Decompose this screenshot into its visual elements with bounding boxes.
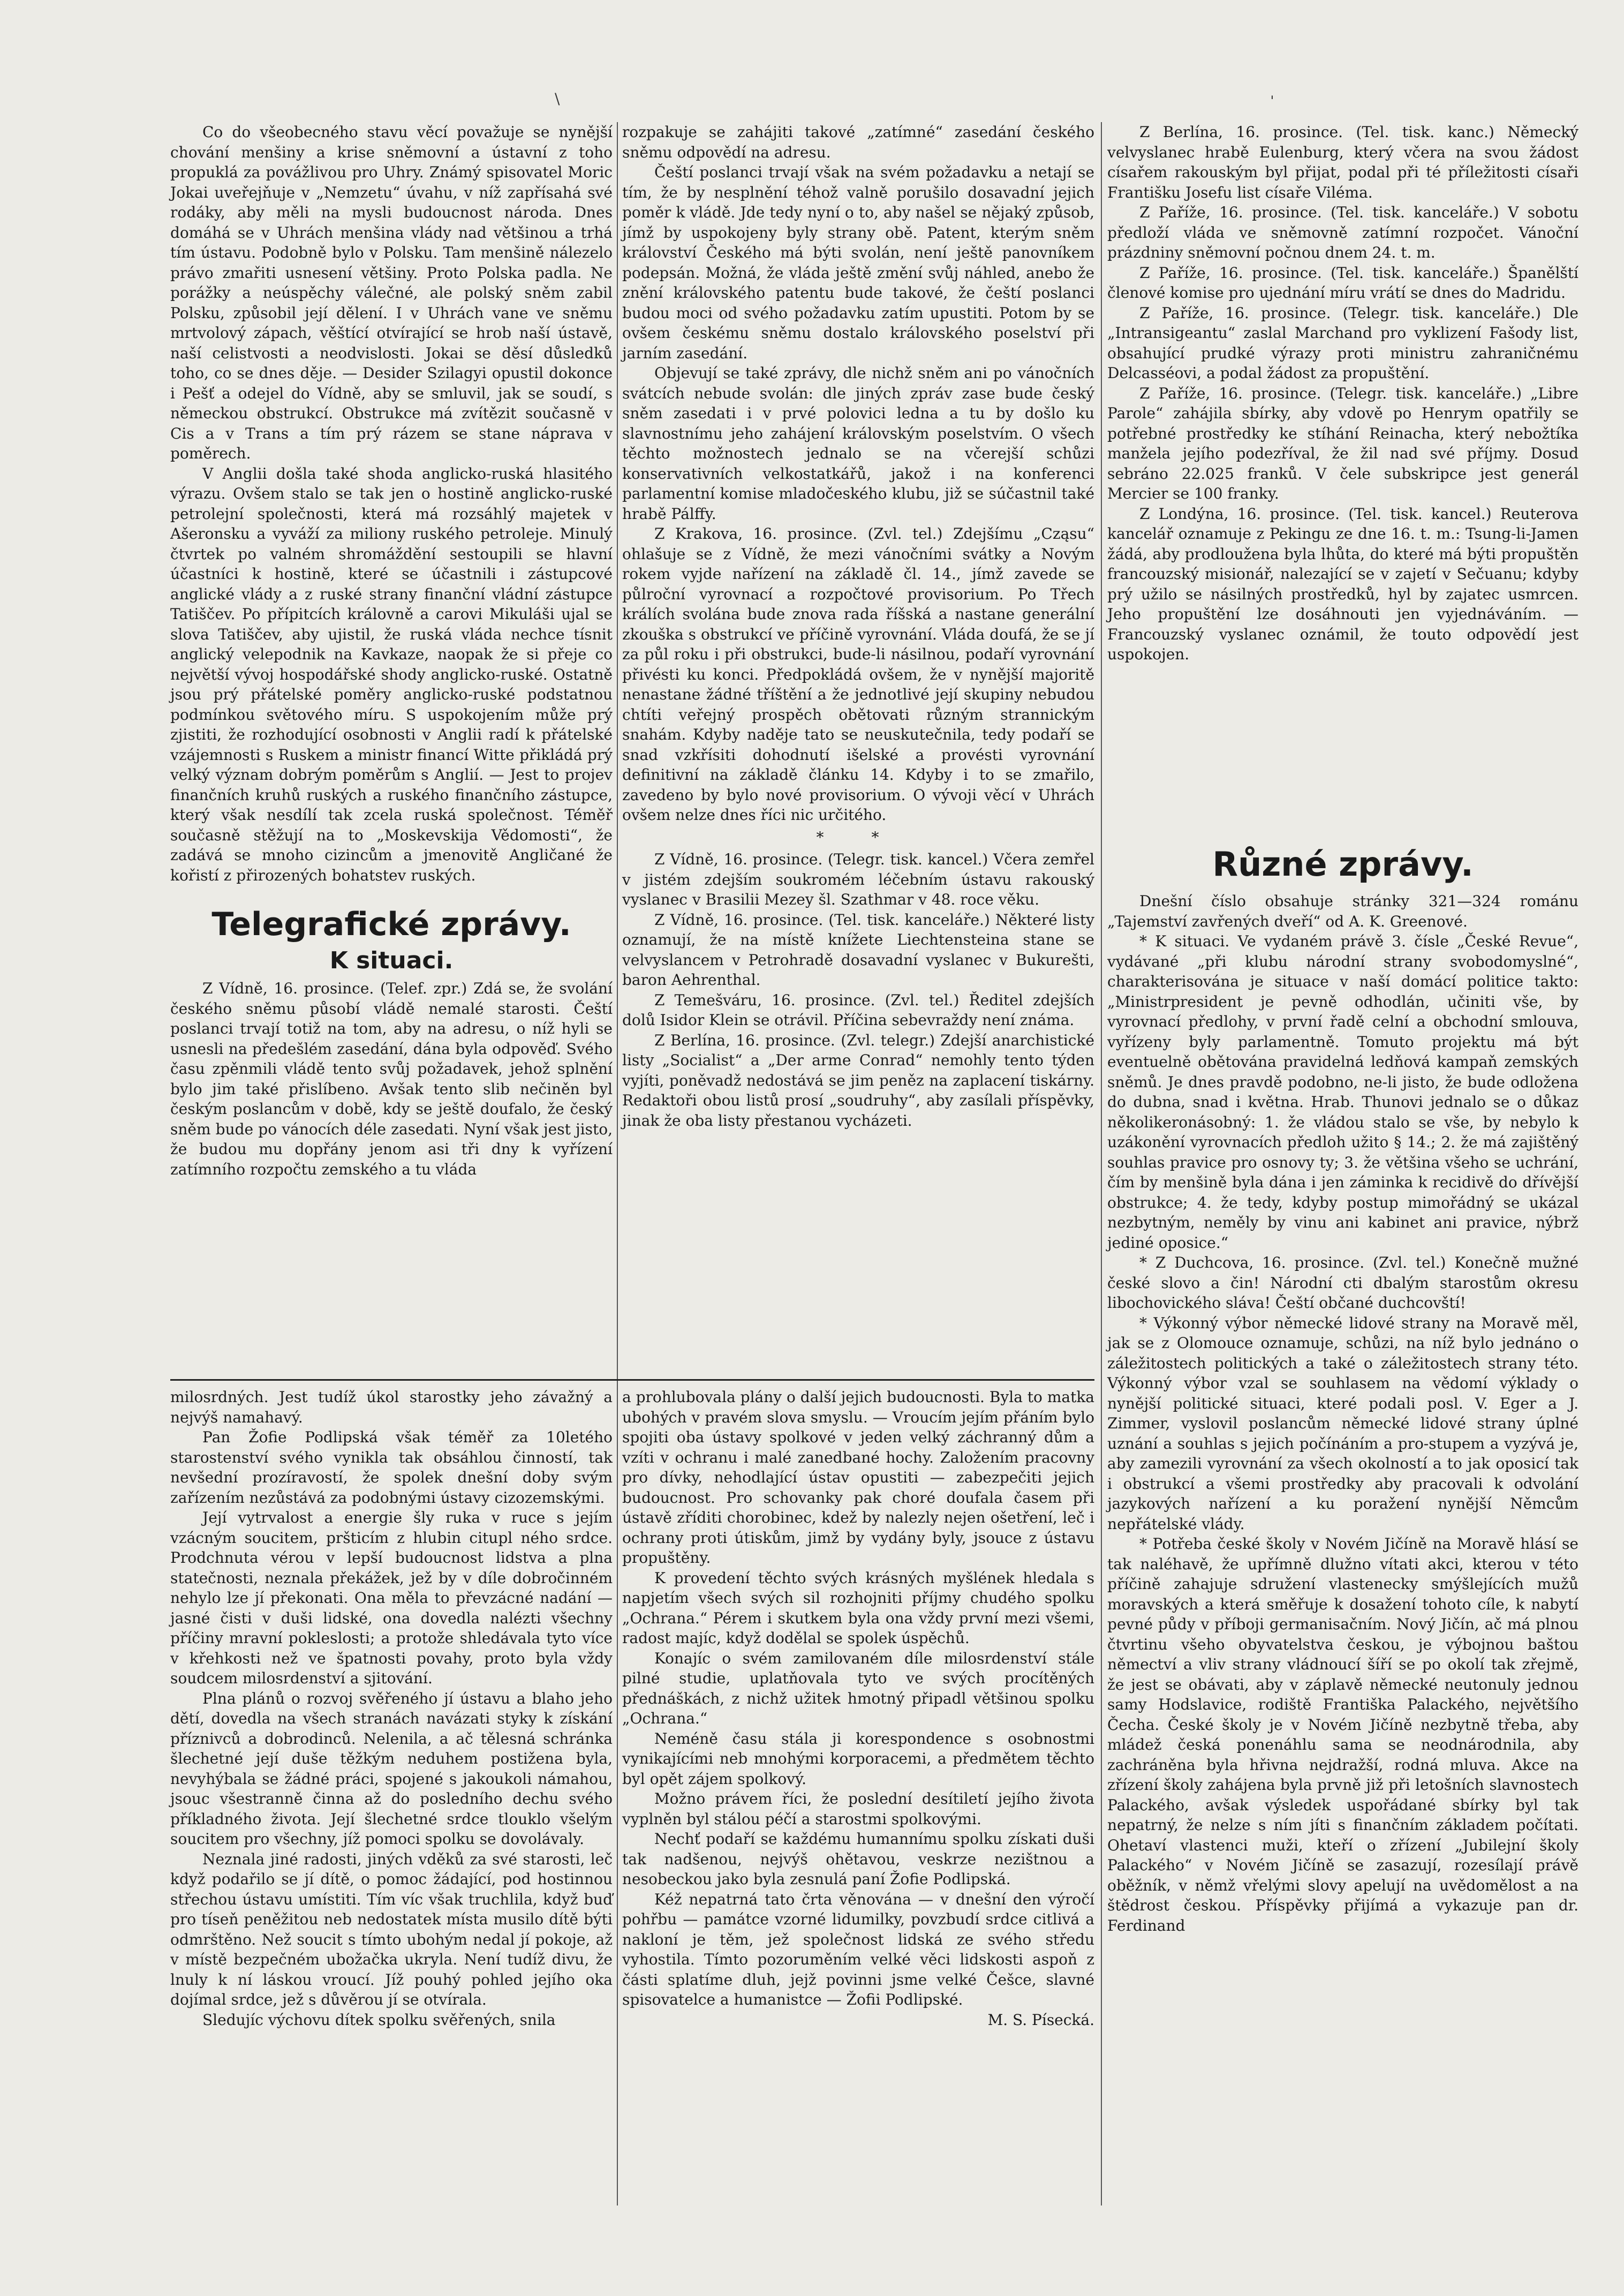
column-3-miscellaneous <box>1107 829 1578 2204</box>
column-rule-right <box>1101 122 1102 2205</box>
telegram-paragraph: Z Vídně, 16. prosince. (Telef. zpr.) Zdá se, že svolání českého sněmu působí vládě nemalé starosti. Čeští poslanci trvají totiž na tom, aby na adresu, o níž hyli se usnesli na předešlém zasedání, dána byla odpověď. Svého času zpěnmili vládě tento svůj požadavek, jehož splnění bylo jim také přislíbeno. Avšak tento slib nečiněn byl českým poslancům v době, kdy se ještě doufalo, že český sněm bude po vánocích déle zasedati. Nyní však jest jisto, že budou mu dopřány jenom asi tři dny k vyřízení zatímního rozpočtu zemského a tu vláda <box>170 980 613 1178</box>
feuilleton-paragraph: Nechť podaří se každému humannímu spolku získati duši tak nadšenou, nejvýš ohětavou, veskrze nezištnou a nesobeckou jako byla zesnulá paní Žofie Podlipská. <box>622 1830 1094 1888</box>
telegram-paragraph: Z Paříže, 16. prosince. (Tel. tisk. kanceláře.) Španělští členové komise pro ujednání míru vrátí se dnes do Madridu. <box>1107 264 1578 302</box>
author-signature: M. S. Písecká. <box>987 2011 1094 2029</box>
feuilleton-paragraph: Možno právem říci, že poslední desítiletí jejího života vyplněn byl stálou péčí a starostmi spolkovými. <box>622 1790 1094 1828</box>
column-3-top <box>1107 122 1578 829</box>
news-paragraph: * Potřeba české školy v Novém Jičíně na Moravě hlásí se tak naléhavě, že upřímně dlužno vítati akci, kterou v této příčině zahajuje sdružení vlastenecky smýšlejících mužů moravských a která směřuje k dosažení tohoto cíle, k nabytí pevné půdy v příboji germanisačním. Nový Jičín, ač má plnou čtvrtinu všeho obyvatelstva českou, je výbojnou baštou němectví a vliv strany vládnoucí šíří se po okolí tak zřejmě, že jest se obávati, aby v záplavě německé neutonuly jednou samy Hodslavice, rodiště Františka Palackého, největšího Čecha. České školy je v Novém Jičíně nezbytně třeba, aby mládež česká ponenáhlu sama se neodnárodnila, aby zachráněna byla hřivna nejdražší, rodná mluva. Akce na zřízení školy zahájena byla prvně již při letošních slavnostech Palackého, avšak výsledek uspořádané sbírky byl tak nepatrný, že nelze s ním jíti s finančním základem počítati. Ohetaví vlastenci muži, kteří o zřízení „Jubilejní školy Palackého“ v Novém Jičíně se zasazují, rozesílají právě oběžník, v němž vřelými slovy apelují na uvědomělost a na štědrost českou. Příspěvky přijímá a vykazuje pan dr. Ferdinand <box>1107 1535 1578 1934</box>
section-separator: * * <box>816 828 901 846</box>
column-2-feuilleton <box>622 1387 1094 2204</box>
situation-subheading: K situaci. <box>329 947 454 974</box>
telegram-paragraph: Z Berlína, 16. prosince. (Zvl. telegr.) Zdejší anarchistické listy „Socialist“ a „Der arme Conrad“ nemohly tento týden vyjíti, poněvadž nedostává se jim peněz na zaplacení tiskárny. Redaktoři obou listů prosí „soudruhy“, aby zasílali příspěvky, jinak že oba listy přestanou vycházeti. <box>622 1031 1094 1130</box>
feuilleton-paragraph: Neznala jiné radosti, jiných vděků za své starosti, leč když podařilo se jí dítě, o pomoc žádající, pod hostinnou střechou ústavu umístiti. Tím víc však truchlila, když buď pro tíseň peněžitou neb nedostatek místa musilo dítě býti odmrštěno. Než soucit s tímto ubohým nedal jí pokoje, až v místě bezpečném ubožačka ukryla. Není tudíž divu, že lnuly k ní láskou vroucí. Jíž pouhý pohled jejího oka dojímal srdce, jež s důvěrou jí se otvírala. <box>170 1850 613 2008</box>
news-paragraph: * Výkonný výbor německé lidové strany na Moravě měl, jak se z Olomouce oznamuje, schůzi, na níž bylo jednáno o záležitostech politických a také o záležitostech strany této. Výkonný výbor vzal se souhlasem na vědomí výklady o nynější politické situaci, které podali posl. V. Eger a J. Zimmer, vyslovil poslancům německé lidové strany úplné uznání a souhlas s jejich počínáním a pro-stupem a vyzývá je, aby zamezili vyrovnání za všech okolností a to jak oposicí tak i obstrukcí a všemi prostředky aby pracovali k odvolání jazykových nařízení a ku poražení nynější Němcům nepřátelské vlády. <box>1107 1314 1578 1533</box>
telegram-paragraph: Z Paříže, 16. prosince. (Tel. tisk. kanceláře.) V sobotu předloží vláda ve sněmovně zatímní rozpočet. Vánoční prázdniny sněmovní počnou dnem 24. t. m. <box>1107 204 1578 261</box>
miscellaneous-news-heading: Různé zprávy. <box>1212 845 1474 884</box>
feuilleton-paragraph: a prohlubovala plány o další jejich budoucnosti. Byla to matka ubohých v pravém slova smyslu. — Vroucím jejím přáním bylo spojiti oba ústavy spolkové v jeden velký záchranný dům a vzíti v ochranu i malé zanedbané hochy. Založením pracovny pro dívky, nehodlající ústav opustiti — zabezpečiti jejich budoucnost. Pro schovanky pak choré doufala časem při ústavě zříditi chorobinec, kdež by nalezly nejen ošetření, leč i ochrany proti útiskům, jimž by vydány byly, jsouce z ústavu propuštěny. <box>622 1388 1094 1567</box>
page-tick: \ <box>555 90 560 108</box>
news-paragraph: * Z Duchcova, 16. prosince. (Zvl. tel.) Konečně mužné české slovo a čin! Národní cti dbalým starostům okresu libochovického sláva! Čeští občané duchcovští! <box>1107 1254 1578 1312</box>
telegram-paragraph: rozpakuje se zahájiti takové „zatímné“ zasedání českého sněmu odpovědí na adresu. <box>622 123 1094 161</box>
feuilleton-paragraph: Sledujíc výchovu dítek spolku svěřených, snila <box>202 2011 556 2029</box>
telegram-paragraph: Z Vídně, 16. prosince. (Telegr. tisk. kancel.) Včera zemřel v jistém zdejším soukromém léčebním ústavu rakouský vyslanec v Brasilii Mezey šl. Szathmar v 48. roce věku. <box>622 850 1094 908</box>
news-paragraph: * K situaci. Ve vydaném právě 3. čísle „České Revue“, vydávané „při klubu národní strany svobodomyslné“, charakterisována je situace v naší domácí politice takto: „Ministrpresident je pevně odhodlán, učiniti vše, by vyrovnací předlohy, v první řadě celní a obchodní smlouva, vyřízeny byly parlamentně. Tomuto projektu má být eventuelně obětována pravidelná ledňová kampaň zemských sněmů. Je dnes pravdě podobno, ne-li jisto, že bude odložena do dubna, snad i května. Hrab. Thunovi jednalo se o důkaz několikeronásobný: 1. že vládou stalo se vše, by nebylo k uzákonění vyrovnacích předloh užito § 14.; 2. že má zajištěný souhlas pravice pro osnovy ty; 3. že většina všeho se uchrání, čím by menšině byla dána i jen záminka k recidivě do dřívější obstrukce; 4. že tedy, kdyby postup mimořádný se ukázal nezbytným, neměly by vinu ani kabinet ani pravice, nýbrž jediné oposice.“ <box>1107 932 1578 1252</box>
telegram-paragraph: Z Berlína, 16. prosince. (Tel. tisk. kanc.) Německý velvyslanec hrabě Eulenburg, který včera na svou žádost císařem rakouským byl přijat, podal při té příležitosti císaři Františku Josefu list císaře Viléma. <box>1107 123 1578 201</box>
telegraph-news-heading: Telegrafické zprávy. <box>212 906 571 943</box>
column-2-top <box>622 122 1094 1381</box>
page-tick: ˈ <box>1270 93 1274 111</box>
telegram-paragraph: Z Vídně, 16. prosince. (Tel. tisk. kanceláře.) Některé listy oznamují, že na místě knížete Liechtensteina stane se velvyslancem v Petrohradě dosavadní vyslanec v Bukurešti, baron Aehrenthal. <box>622 910 1094 989</box>
telegram-paragraph: Z Londýna, 16. prosince. (Tel. tisk. kancel.) Reuterova kancelář oznamuje z Pekingu ze dne 16. t. m.: Tsung-li-Jamen žádá, aby prodloužena byla lhůta, do které má býti propuštěn francouzský misionář, nalezající se v zajetí v Sečuanu; kdyby prý užilo se násilných prostředků, hyl by zajatec usmrcen. Jeho propuštění lze dosáhnouti jen vyjednáváním. — Francouzský vyslanec oznámil, že touto odpovědí jest uspokojen. <box>1107 505 1578 663</box>
feuilleton-paragraph: milosrdných. Jest tudíž úkol starostky jeho závažný a nejvýš namahavý. <box>170 1388 613 1426</box>
telegram-paragraph: Z Temešváru, 16. prosince. (Zvl. tel.) Ředitel zdejších dolů Isidor Klein se otrávil. Příčina sebevraždy není známa. <box>622 991 1094 1029</box>
feuilleton-paragraph: Kéž nepatrná tato črta věnována — v dnešní den výročí pohřbu — památce vzorné lidumilky, povzbudí srdce citlivá a nakloní je těm, jež společnost lidská ze svého středu vyhostila. Tímto pozoruměním velké věci lidskosti aspoň z části splatíme dluh, jejž povinni jsme velké Češce, slavné spisovatelce a humanistce — Žofii Podlipské. <box>622 1890 1094 2008</box>
feuilleton-paragraph: Pan Žofie Podlipská však téměř za 10letého starostenství svého vynikla tak obsáhlou činností, tak nevšední prozíravostí, že spolek dnešní doby svým zařízením nezůstává za podobnými ústavy cizozemskými. <box>170 1428 613 1507</box>
feuilleton-paragraph: Její vytrvalost a energie šly ruka v ruce s jejím vzácným soucitem, pršticím z hlubin citupl ného srdce. Prodchnuta vérou v lepší budoucnost lidstva a plna statečnosti, neznala překážek, jež by v díle dobročinném nehylo lze jí překonati. Ona měla to převzácné nadání — jasné čisti v duši lidské, ona dovedla nalézti všechny příčiny mravní pokleslosti; a protože shledávala tyto více v křehkosti než ve špatnosti povahy, proto byla vždy soudcem milosrdenství a sjitování. <box>170 1509 613 1687</box>
feuilleton-paragraph: K provedení těchto svých krásných myšlének hledala s napjetím všech svých sil rozhojniti příjmy chudého spolku „Ochrana.“ Pérem i skutkem byla ona vždy první mezi všemi, radost majíc, když dodělal se spolek úspěchů. <box>622 1569 1094 1647</box>
telegram-paragraph: Z Paříže, 16. prosince. (Telegr. tisk. kanceláře.) „Libre Parole“ zahájila sbírky, aby vdově po Henrym opatřily se potřebné prostředky ke stíhání Reinacha, který nebožtíka manžela jejího podezříval, že žil nad své příjmy. Dosud sebráno 22.025 franků. V čele subskripce jest generál Mercier se 100 franky. <box>1107 384 1578 502</box>
column-1-top <box>170 122 613 1178</box>
feuilleton-paragraph: Konajíc o svém zamilovaném díle milosrdenství stále pilné studie, uplatňovala tyto ve svých procítěných přednáškách, z nichž užitek hmotný připadl většinou spolku „Ochrana.“ <box>622 1649 1094 1727</box>
column-rule-left <box>617 122 618 2205</box>
article-paragraph: Co do všeobecného stavu věcí považuje se nynější chování menšiny a krise sněmovní a ústavní z toho propuklá za povážlivou pro Uhry. Známý spisovatel Moric Jokai uveřejňuje v „Nemzetu“ úvahu, v níž zapřísahá své rodáky, aby měli na mysli budoucnost národa. Dnes domáhá se v Uhrách menšina vlády nad většinou a trhá tím ústavu. Podobně bylo v Polsku. Tam menšině nálezelo právo zmařiti usnesení většiny. Proto Polska padla. Ne porážky a neúspěchy válečné, ale polský sněm zabil Polsku, způsobil její dělení. I v Uhrách vane ve sněmu mrtvolový zápach, věštící otvírající se hrob naší ústavě, naší celistvosti a neodvislosti. Jokai se děsí důsledků toho, co se dnes děje. — Desider Szilagyi opustil dokonce i Pešť a odejel do Vídně, aby se smluvil, jak se soudí, s německou obstrukcí. Obstrukce má zvítězit současně v Cis a v Trans a tím prý rázem se stane náprava v poměrech. <box>170 123 613 462</box>
article-paragraph: V Anglii došla také shoda anglicko-ruská hlasitého výrazu. Ovšem stalo se tak jen o hostině anglicko-ruské petrolejní společnosti, která má rozsáhlý majetek v Ašeronsku a vyváží za miliony ruského petroleje. Minulý čtvrtek po valném shromáždění sestoupili se hlavní účastníci k hostině, které se účastnili i zástupcové anglické vlády a z ruské strany finanční vládní zástupce Tatiščev. Po přípitcích královně a carovi Mikuláši ujal se slova Tatiščev, aby ujistil, že ruská vláda nechce tísnit anglický velepodnik na Kavkaze, naopak že si přeje co největší vývoj hospodářské shody anglicko-ruské. Ostatně jsou prý přátelské poměry anglicko-ruské podstatnou podmínkou světového míru. S uspokojením může prý zjistiti, že rozhodující osobnosti v Anglii radí k přátelské vzájemnosti s Ruskem a ministr financí Witte přikládá prý velký význam dobrým poměrům s Anglií. — Jest to projev finančních kruhů ruských a ruského finančního zástupce, který však nesdílí tak zcela ruská společnost. Téměř současně stěžují na to „Moskevskija Vědomosti“, že zadává se mnoho cizincům a jmenovitě Angličané že kořistí z přirozených bohatstev ruských. <box>170 464 613 884</box>
feuilleton-paragraph: Plna plánů o rozvoj svěřeného jí ústavu a blaho jeho dětí, dovedla na všech stranách navázati styky k získání příznivců a dobrodinců. Nelenila, a ač tělesná schránka šlechetné její duše těžkým neduhem postižena byla, nevyhýbala se žádné práci, spojené s jakoukoli námahou, jsouc všestranně činna až do posledního dechu svého příkladného života. Její šlechetné srdce tlouklo všelým soucitem pro všechny, jíž pomoci spolku se dovolávaly. <box>170 1689 613 1848</box>
telegram-paragraph: Z Paříže, 16. prosince. (Telegr. tisk. kanceláře.) Dle „Intransigeantu“ zaslal Marchand pro vyklizení Fašody list, obsahující prudké výrazy proti ministru zahraničnému Delcasséovi, a podal žádost za propuštění. <box>1107 304 1578 382</box>
column-1-feuilleton <box>170 1387 613 2204</box>
news-paragraph: Dnešní číslo obsahuje stránky 321—324 románu „Tajemství zavřených dveří“ od A. K. Greenové. <box>1107 892 1578 930</box>
telegram-paragraph: Objevují se také zprávy, dle nichž sněm ani po vánočních svátcích nebude svolán: dle jiných zpráv zase bude český sněm zasedati i v prvé polovici ledna a tu by došlo ku slavnostnímu jeho zahájení královským poselstvím. O všech těchto možnostech jednalo se na včerejší schůzi konservativních velkostatkářů, jakož i na konferenci parlamentní komise mladočeského klubu, již se súčastnil také hrabě Pálffy. <box>622 364 1094 523</box>
telegram-paragraph: Z Krakova, 16. prosince. (Zvl. tel.) Zdejšímu „Cząsu“ ohlašuje se z Vídně, že mezi vánočními svátky a Novým rokem vyjde nařízení na základě čl. 14., jímž zavede se půlroční vyrovnací a rozpočtové provisorium. Po Třech králích svolána bude znova rada říšská a nastane generální zkouška s obstrukcí ve příčině vyrovnání. Vláda doufá, že se jí za půl roku i při obstrukci, bude-li násilnou, podaří vyrovnání přivésti ku konci. Předpokládá ovšem, že v nynější majoritě nenastane žádné tříštění a že jednotlivé její skupiny nebudou chtíti veřejný prospěch obětovati různým strannickým snahám. Kdyby naděje tato se neuskutečnila, tedy podaří se snad vzkřísiti dohodnutí išelské a provésti vyrovnání definitivní na základě článku 14. Kdyby i to se zmařilo, zavedeno by bylo nové provisorium. O vývoji věcí v Uhrách ovšem nelze dnes říci nic určitého. <box>622 525 1094 824</box>
telegram-paragraph: Čeští poslanci trvají však na svém požadavku a netají se tím, že by nesplnění téhož valně porušilo dosavadní jejich poměr k vládě. Jde tedy nyní o to, aby našel se nějaký způsob, jímž by uspokojeny byly strany obě. Patent, kterým sněm království Českého má býti svolán, není ještě panovníkem podepsán. Možná, že vláda ještě změní svůj náhled, anebo že znění královského patentu bude takové, že čeští poslanci budou moci od svého požadavku zatím upustiti. Potom by se ovšem českému sněmu dostalo královského poselství při jarním zasedání. <box>622 163 1094 362</box>
feuilleton-paragraph: Neméně času stála ji korespondence s osobnostmi vynikajícími neb mnohými korporacemi, a předmětem těchto byl opět zájem spolkový. <box>622 1729 1094 1788</box>
